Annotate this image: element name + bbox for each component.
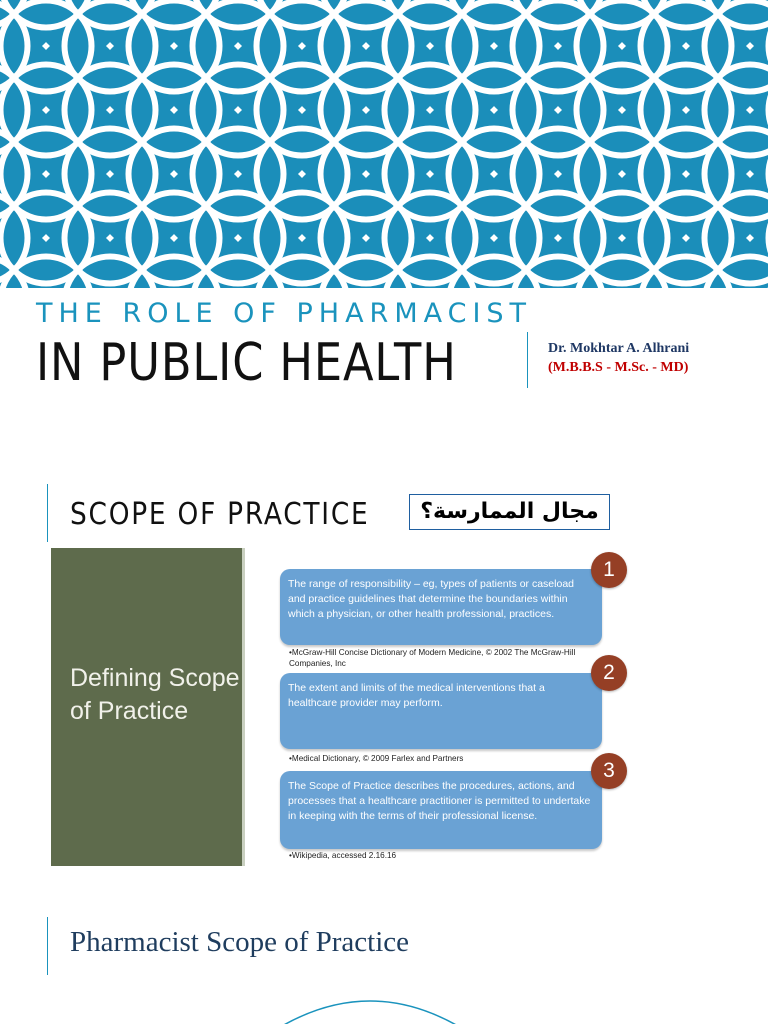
section-heading: Pharmacist Scope of Practice [70, 926, 410, 958]
number-badge-2: 2 [591, 655, 627, 691]
number-badge-3: 3 [591, 753, 627, 789]
definition-source-3: •Wikipedia, accessed 2.16.16 [289, 851, 397, 860]
decorative-pattern-banner [0, 0, 768, 288]
definition-box-2: The extent and limits of the medical interventions that a healthcare provider may perform. [280, 673, 602, 749]
definition-source-3-text: Wikipedia, accessed 2.16.16 [291, 851, 397, 860]
presentation-subtitle: THE ROLE OF PHARMACIST [36, 298, 533, 329]
author-credentials: (M.B.B.S - M.Sc. - MD) [548, 360, 689, 375]
scope-title-divider [47, 484, 48, 542]
presentation-title: IN PUBLIC HEALTH [36, 333, 457, 393]
decorative-arc [0, 990, 768, 1024]
pattern-rings [0, 0, 768, 288]
author-name: Dr. Mokhtar A. Alhrani [548, 341, 690, 356]
definition-box-3: The Scope of Practice describes the procedures, actions, and processes that a healthcare practitioner is permitted to undertake in keeping with the terms of their professional license. [280, 771, 602, 849]
definition-box-1: The range of responsibility – eg, types of patients or caseload and practice guidelines that determine the boundaries within which a physician, or other health professional, practices. [280, 569, 602, 645]
definition-source-2: •Medical Dictionary, © 2009 Farlex and Partners [289, 754, 464, 763]
section-divider [47, 917, 48, 975]
definition-source-1: •McGraw-Hill Concise Dictionary of Modern Medicine, © 2002 The McGraw-Hill Companies, Inc [289, 648, 576, 668]
scope-slide-title: SCOPE OF PRACTICE [70, 497, 370, 532]
definition-source-2-text: Medical Dictionary, © 2009 Farlex and Partners [291, 754, 464, 763]
defining-panel-text: Defining Scope of Practice [70, 664, 240, 725]
arabic-title-box: مجال الممارسة؟ [409, 494, 610, 530]
title-divider [527, 332, 528, 388]
definition-source-1-text: McGraw-Hill Concise Dictionary of Modern Medicine, © 2002 The McGraw-Hill Companies, Inc [289, 648, 576, 668]
defining-panel-edge [242, 548, 245, 866]
number-badge-1: 1 [591, 552, 627, 588]
